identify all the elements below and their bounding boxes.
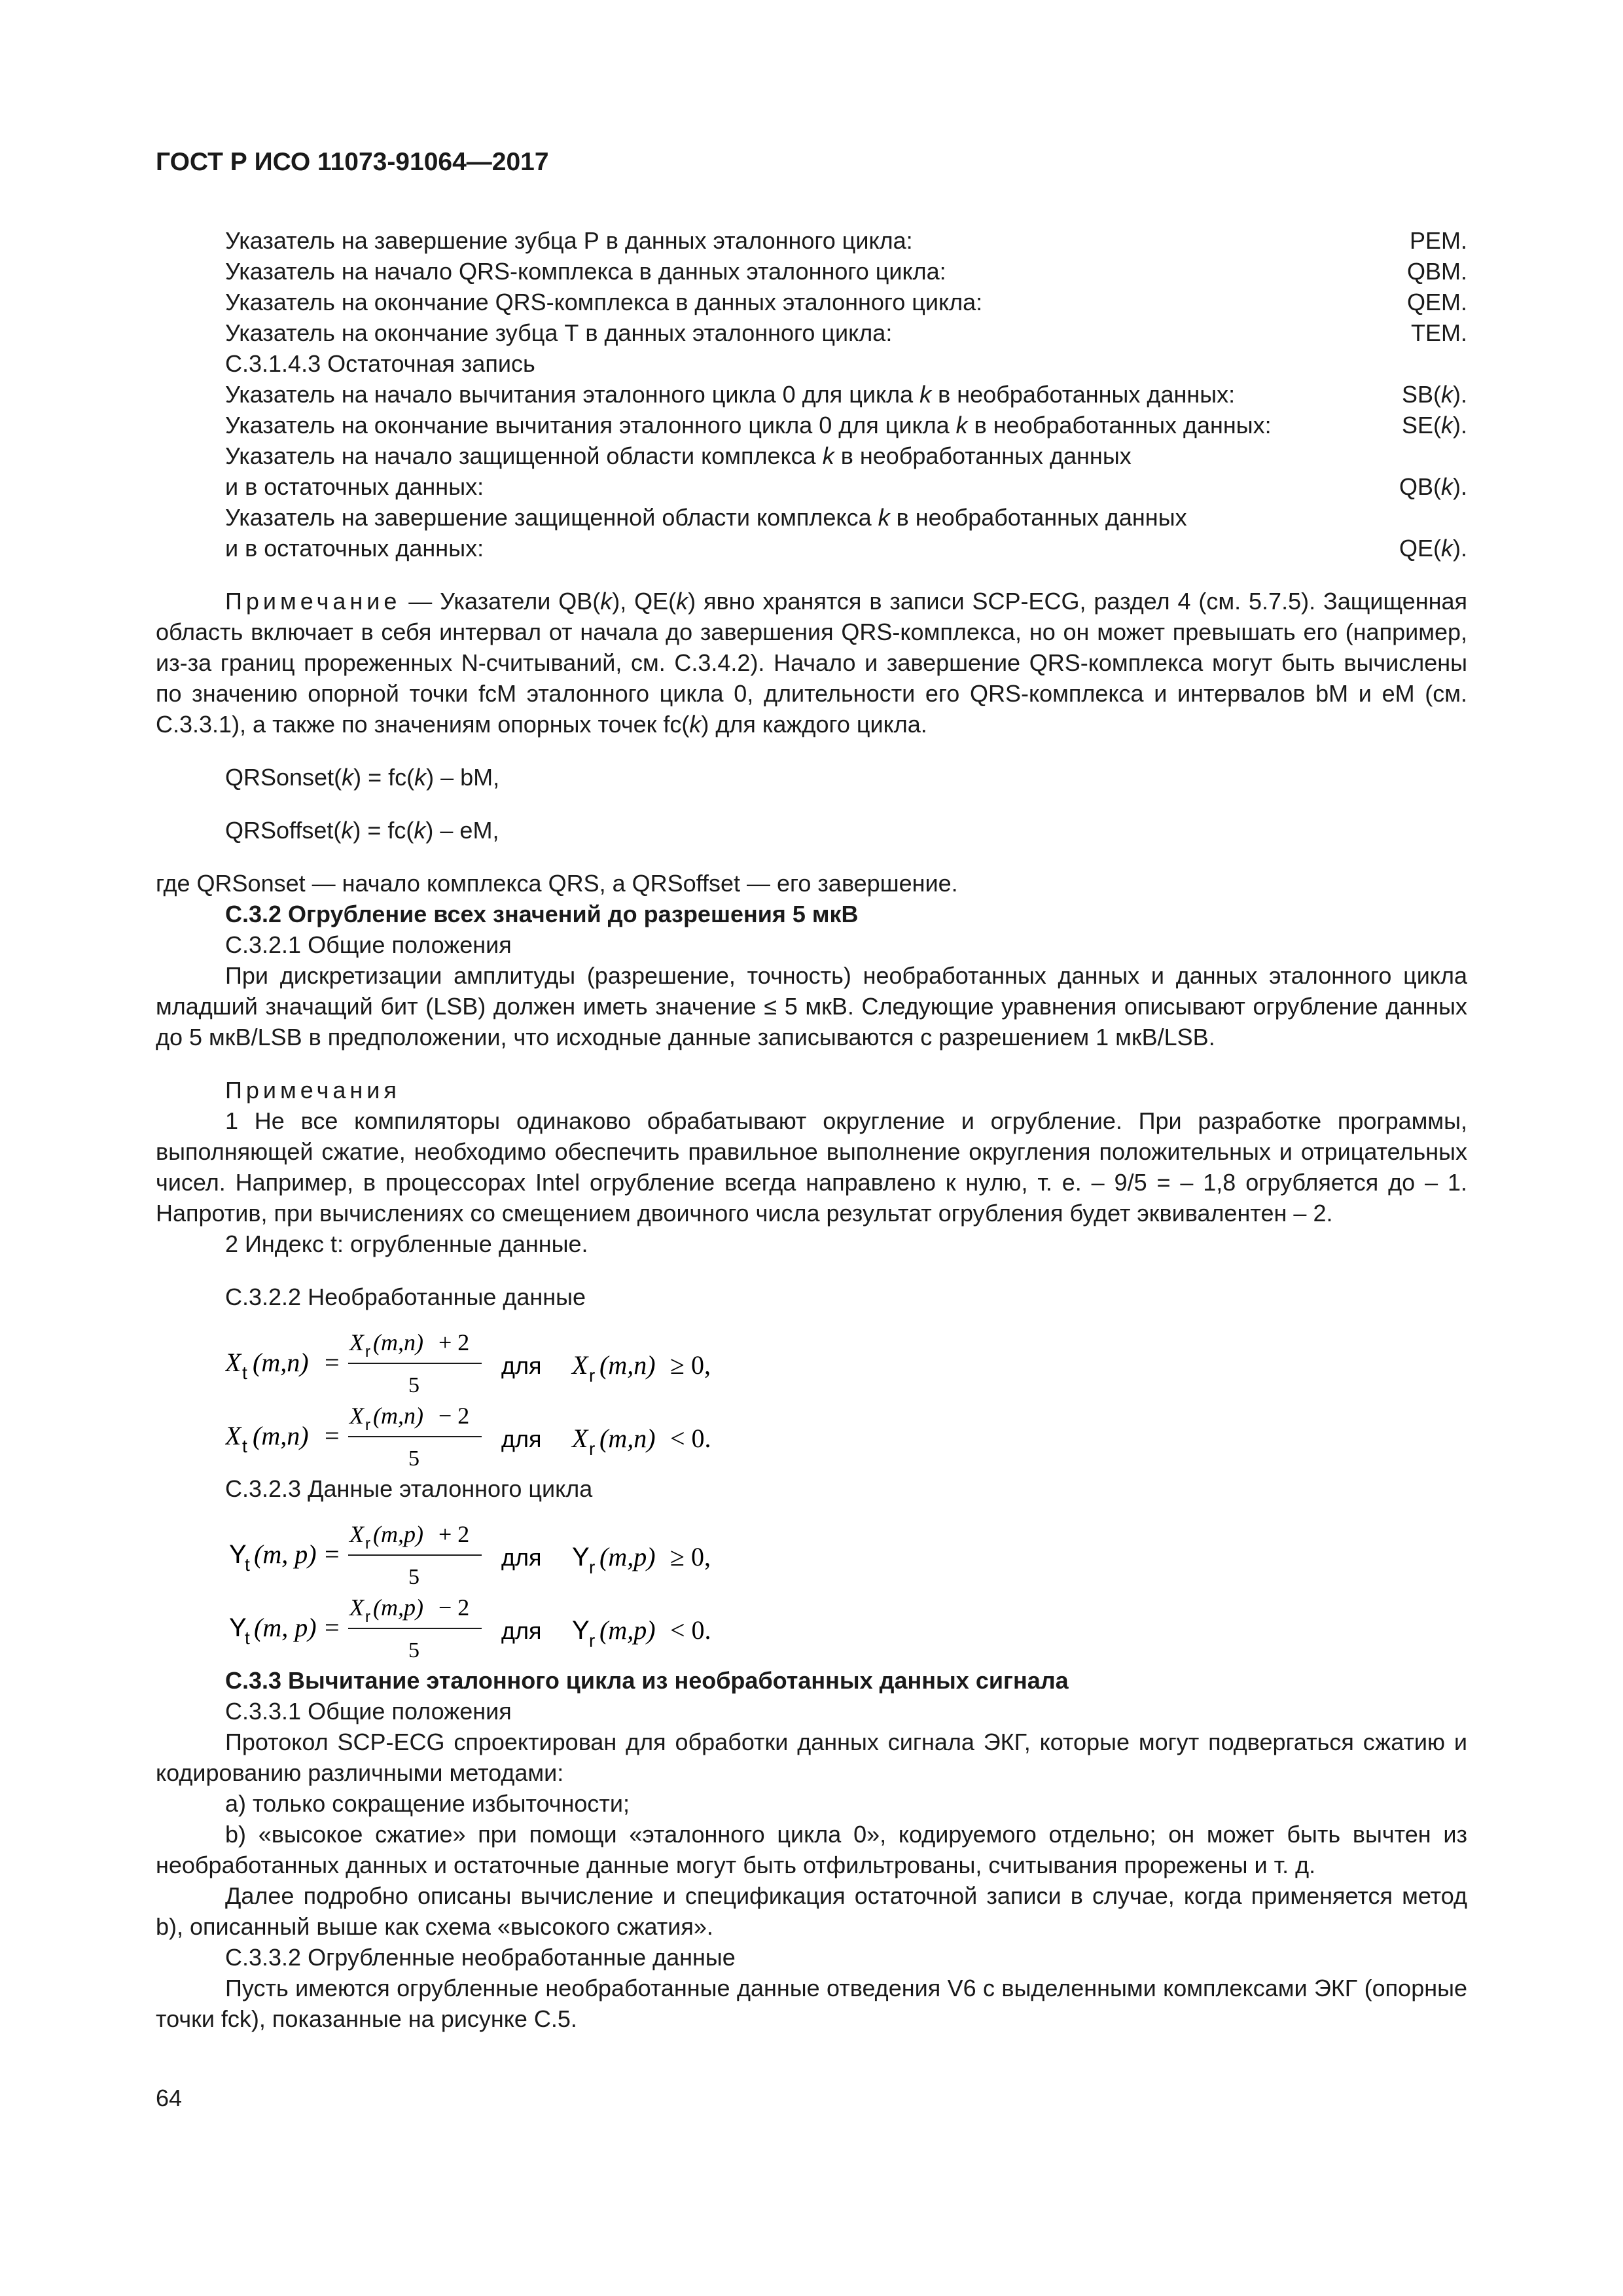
- equation-graphic: [225, 1592, 814, 1665]
- residual-row: и в остаточных данных: QB(k).: [225, 473, 1467, 500]
- formula-qrsonset: QRSonset(k) = fc(k) – bM,: [225, 764, 500, 791]
- equation-graphic: [225, 1400, 814, 1473]
- svg-text:X: X: [572, 1424, 588, 1453]
- svg-text:5: 5: [408, 1373, 419, 1397]
- svg-text:X: X: [349, 1403, 364, 1429]
- svg-text:X: X: [225, 1348, 241, 1377]
- svg-text:X: X: [572, 1350, 588, 1380]
- equation-raw-2: [156, 1400, 1467, 1473]
- svg-text:(m,n): (m,n): [599, 1350, 656, 1380]
- equation-raw-1: [156, 1327, 1467, 1400]
- residual-row: Указатель на окончание вычитания эталонного цикла 0 для цикла k в необработанных данных: SE(k).: [225, 412, 1467, 439]
- equation-graphic: [225, 1518, 814, 1592]
- residual-row: Указатель на завершение защищенной области комплекса k в необработанных данных: [225, 504, 1187, 531]
- svg-text:(m, p): (m, p): [254, 1539, 317, 1569]
- list-item: a) только сокращение избыточности;: [225, 1790, 630, 1817]
- note-item: 2 Индекс t: огрубленные данные.: [225, 1230, 588, 1257]
- pointer-value: TEM.: [1411, 319, 1467, 346]
- svg-text:(m,n): (m,n): [599, 1424, 656, 1453]
- svg-text:+ 2: + 2: [438, 1329, 470, 1355]
- svg-text:+ 2: + 2: [438, 1521, 470, 1547]
- svg-text:X: X: [349, 1521, 364, 1547]
- svg-text:r: r: [365, 1608, 370, 1626]
- svg-text:=: =: [325, 1348, 340, 1377]
- page-number: 64: [156, 2085, 183, 2111]
- svg-text:r: r: [589, 1557, 596, 1577]
- residual-heading: С.3.1.4.3 Остаточная запись: [225, 350, 535, 377]
- pointer-row: [156, 256, 1467, 287]
- svg-text:X: X: [349, 1594, 364, 1621]
- svg-text:5: 5: [408, 1638, 419, 1662]
- residual-row: и в остаточных данных: QE(k).: [225, 535, 1467, 562]
- notes-label: Примечания: [225, 1077, 401, 1103]
- svg-text:5: 5: [408, 1565, 419, 1589]
- svg-text:(m,p): (m,p): [599, 1542, 656, 1571]
- pointer-value: QEM.: [1406, 289, 1467, 315]
- svg-text:X: X: [225, 1421, 241, 1450]
- svg-text:=: =: [325, 1539, 340, 1569]
- svg-text:t: t: [242, 1436, 247, 1456]
- list-item: b) «высокое сжатие» при помощи «эталонного цикла 0», кодируемого отдельно; он может быть вычтен из необработанных данных и остаточные данные могут быть отфильтрованы, считывания прорежены и т. д.: [156, 1821, 1467, 1878]
- subsection-heading: С.3.2.2 Необработанные данные: [225, 1283, 586, 1310]
- svg-text:r: r: [589, 1365, 596, 1386]
- svg-text:(m,n): (m,n): [373, 1403, 423, 1429]
- svg-text:(m,p): (m,p): [599, 1615, 656, 1645]
- body-paragraph: При дискретизации амплитуды (разрешение, точность) необработанных данных и данных эталонного цикла младший значащий бит (LSB) должен иметь значение ≤ 5 мкВ. Следующие уравнения описывают огрубление данных до 5 мкВ/LSB в предположении, что исходные данные записываются с разрешением 1 мкВ/LSB.: [156, 962, 1467, 1050]
- note-paragraph: Примечание — Указатели QB(k), QE(k) явно хранятся в записи SCP-ECG, раздел 4 (см. 5.7.5). Защищенная область включает в себя интервал от начала до завершения QRS-комплекса, но он может превышать его (например, из-за границ прореженных N-считываний, см. С.3.4.2). Начало и завершение QRS-комплекса могут быть вычислены по значению опорной точки fcM эталонного цикла 0, длительности его QRS-комплекса и интервалов bM и eM (см. С.3.3.1), а также по значениям опорных точек fc(k) для каждого цикла.: [156, 588, 1467, 738]
- svg-text:(m, p): (m, p): [254, 1613, 317, 1642]
- pointer-row: [156, 287, 1467, 317]
- pointer-text: Указатель на окончание зубца Т в данных эталонного цикла:: [225, 319, 893, 346]
- svg-text:r: r: [365, 1416, 370, 1434]
- svg-text:r: r: [589, 1630, 596, 1651]
- svg-text:для: для: [501, 1617, 542, 1644]
- svg-text:≥ 0,: ≥ 0,: [670, 1542, 711, 1571]
- svg-text:t: t: [242, 1363, 247, 1383]
- svg-text:для: для: [501, 1544, 542, 1571]
- page-content: [156, 225, 1467, 2034]
- equation-ref-2: [156, 1592, 1467, 1665]
- svg-text:< 0.: < 0.: [670, 1424, 711, 1453]
- pointer-row: [156, 317, 1467, 348]
- svg-text:t: t: [245, 1554, 250, 1575]
- svg-text:(m,p): (m,p): [373, 1521, 423, 1547]
- svg-text:Y: Y: [572, 1543, 590, 1571]
- subsection-heading: С.3.3.1 Общие положения: [225, 1698, 512, 1725]
- svg-text:5: 5: [408, 1446, 419, 1471]
- svg-text:X: X: [349, 1329, 364, 1355]
- svg-text:r: r: [365, 1535, 370, 1552]
- svg-text:− 2: − 2: [438, 1594, 470, 1621]
- svg-text:(m,n): (m,n): [253, 1348, 309, 1377]
- svg-text:для: для: [501, 1352, 542, 1379]
- svg-text:r: r: [365, 1343, 370, 1361]
- pointer-row: [156, 225, 1467, 256]
- equation-graphic: [225, 1327, 814, 1400]
- section-heading: С.3.3 Вычитание эталонного цикла из необработанных данных сигнала: [225, 1667, 1069, 1694]
- svg-text:(m,n): (m,n): [253, 1421, 309, 1450]
- residual-row: Указатель на начало защищенной области комплекса k в необработанных данных: [225, 442, 1132, 469]
- where-text: где QRSonset — начало комплекса QRS, а QRSoffset — его завершение.: [156, 870, 958, 897]
- pointer-text: Указатель на окончание QRS-комплекса в данных эталонного цикла:: [225, 289, 983, 315]
- body-paragraph: Далее подробно описаны вычисление и спецификация остаточной записи в случае, когда применяется метод b), описанный выше как схема «высокого сжатия».: [156, 1882, 1467, 1940]
- svg-text:для: для: [501, 1426, 542, 1452]
- svg-text:− 2: − 2: [438, 1403, 470, 1429]
- svg-text:Y: Y: [229, 1613, 247, 1642]
- svg-text:=: =: [325, 1613, 340, 1642]
- pointer-text: Указатель на начало QRS-комплекса в данных эталонного цикла:: [225, 258, 946, 285]
- svg-text:=: =: [325, 1421, 340, 1450]
- formula-qrsoffset: QRSoffset(k) = fc(k) – eM,: [225, 817, 499, 844]
- svg-text:(m,p): (m,p): [373, 1594, 423, 1621]
- svg-text:t: t: [245, 1628, 250, 1648]
- svg-text:(m,n): (m,n): [373, 1329, 423, 1355]
- svg-text:Y: Y: [572, 1616, 590, 1645]
- pointer-value: PEM.: [1409, 227, 1467, 254]
- document-header: ГОСТ Р ИСО 11073-91064—2017: [156, 148, 549, 176]
- svg-text:≥ 0,: ≥ 0,: [670, 1350, 711, 1380]
- subsection-heading: С.3.2.1 Общие положения: [225, 931, 512, 958]
- subsection-heading: С.3.2.3 Данные эталонного цикла: [225, 1475, 593, 1502]
- body-paragraph: Протокол SCP-ECG спроектирован для обработки данных сигнала ЭКГ, которые могут подвергаться сжатию и кодированию различными методами:: [156, 1729, 1467, 1786]
- section-heading: С.3.2 Огрубление всех значений до разрешения 5 мкВ: [225, 901, 859, 927]
- pointer-text: Указатель на завершение зубца Р в данных эталонного цикла:: [225, 227, 913, 254]
- note-item: 1 Не все компиляторы одинаково обрабатывают округление и огрубление. При разработке программы, выполняющей сжатие, необходимо обеспечить правильное выполнение округления положительных и отрицательных чисел. Например, в процессорах Intel огрубление всегда направлено к нулю, т. е. – 9/5 = – 1,8 огрубляется до – 1. Напротив, при вычислениях со смещением двоичного числа результат огрубления будет эквивалентен – 2.: [156, 1107, 1467, 1227]
- svg-text:r: r: [589, 1439, 596, 1459]
- svg-text:< 0.: < 0.: [670, 1615, 711, 1645]
- svg-text:Y: Y: [229, 1540, 247, 1569]
- subsection-heading: С.3.3.2 Огрубленные необработанные данные: [225, 1944, 736, 1971]
- body-paragraph: Пусть имеются огрубленные необработанные данные отведения V6 с выделенными комплексами ЭКГ (опорные точки fck), показанные на рисунке С.5.: [156, 1975, 1467, 2032]
- equation-ref-1: [156, 1518, 1467, 1592]
- residual-row: Указатель на начало вычитания эталонного цикла 0 для цикла k в необработанных данных: SB(k).: [225, 381, 1467, 408]
- pointer-value: QBM.: [1406, 258, 1467, 285]
